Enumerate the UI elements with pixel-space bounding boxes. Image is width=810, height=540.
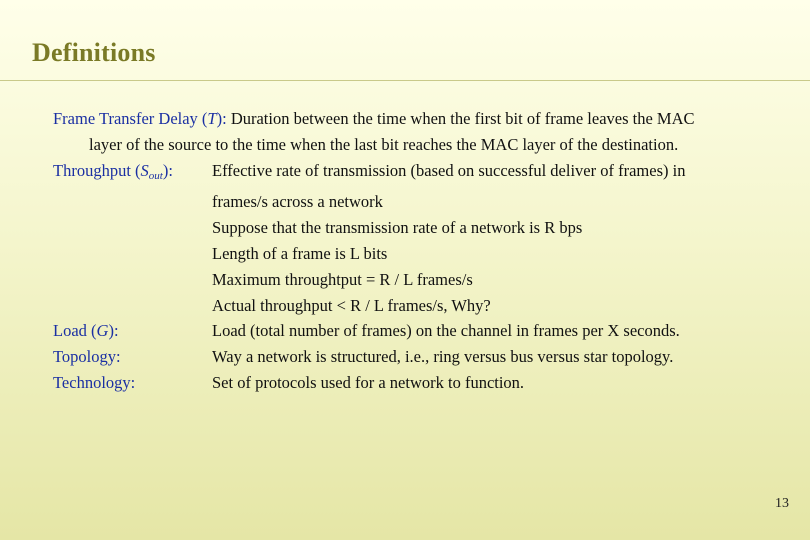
- frame-transfer-delay-line2: layer of the source to the time when the last bit reaches the MAC layer of the destination.: [89, 134, 679, 154]
- load-row: [53, 318, 773, 344]
- load-desc: Load (total number of frames) on the channel in frames per X seconds.: [212, 321, 680, 341]
- throughput-desc-1: Effective rate of transmission (based on successful deliver of frames) in: [212, 160, 686, 180]
- throughput-desc-5: Maximum throughtput = R / L frames/s: [212, 269, 473, 289]
- throughput-row: [53, 215, 773, 241]
- throughput-symbol: S: [140, 160, 149, 180]
- load-term: [53, 318, 212, 344]
- spacer: [53, 189, 212, 215]
- load-term-suffix: ):: [108, 321, 119, 341]
- throughput-subscript: out: [148, 169, 163, 182]
- page-number: 13: [775, 496, 789, 511]
- frame-transfer-delay-term-prefix: Frame Transfer Delay (: [53, 109, 208, 128]
- technology-term: Technology:: [53, 372, 136, 392]
- topology-row: [53, 344, 773, 370]
- throughput-row: [53, 267, 773, 293]
- throughput-desc-4: Length of a frame is L bits: [212, 243, 388, 263]
- frame-transfer-delay-term: [53, 109, 227, 128]
- throughput-row: [53, 241, 773, 267]
- throughput-desc-2: frames/s across a network: [212, 192, 383, 212]
- frame-transfer-delay-line1: [53, 106, 773, 132]
- throughput-row: [53, 293, 773, 319]
- throughput-row: [53, 158, 773, 190]
- spacer: [53, 241, 212, 267]
- throughput-term-prefix: Throughput (: [53, 160, 141, 180]
- load-term-prefix: Load (: [53, 321, 97, 341]
- technology-desc: Set of protocols used for a network to function.: [212, 372, 525, 392]
- frame-transfer-delay-desc-line1: Duration between the time when the first bit of frame leaves the MAC: [226, 109, 695, 128]
- throughput-row: [53, 189, 773, 215]
- spacer: [53, 215, 212, 241]
- frame-transfer-delay-symbol: T: [207, 109, 217, 128]
- spacer: [53, 293, 212, 319]
- throughput-desc-3: Suppose that the transmission rate of a network is R bps: [212, 218, 583, 238]
- technology-row: [53, 370, 773, 396]
- definitions-body: [53, 106, 773, 396]
- topology-desc: Way a network is structured, i.e., ring versus bus versus star topology.: [212, 347, 674, 367]
- spacer: [53, 267, 212, 293]
- throughput-term: [53, 158, 212, 190]
- slide-title: Definitions: [32, 38, 156, 67]
- throughput-term-suffix: ):: [162, 160, 173, 180]
- title-divider: [0, 80, 810, 81]
- topology-term: Topology:: [53, 347, 121, 367]
- throughput-desc-6: Actual throughput < R / L frames/s, Why?: [212, 295, 491, 315]
- load-symbol: G: [96, 321, 109, 341]
- frame-transfer-delay-term-suffix: ):: [216, 109, 227, 128]
